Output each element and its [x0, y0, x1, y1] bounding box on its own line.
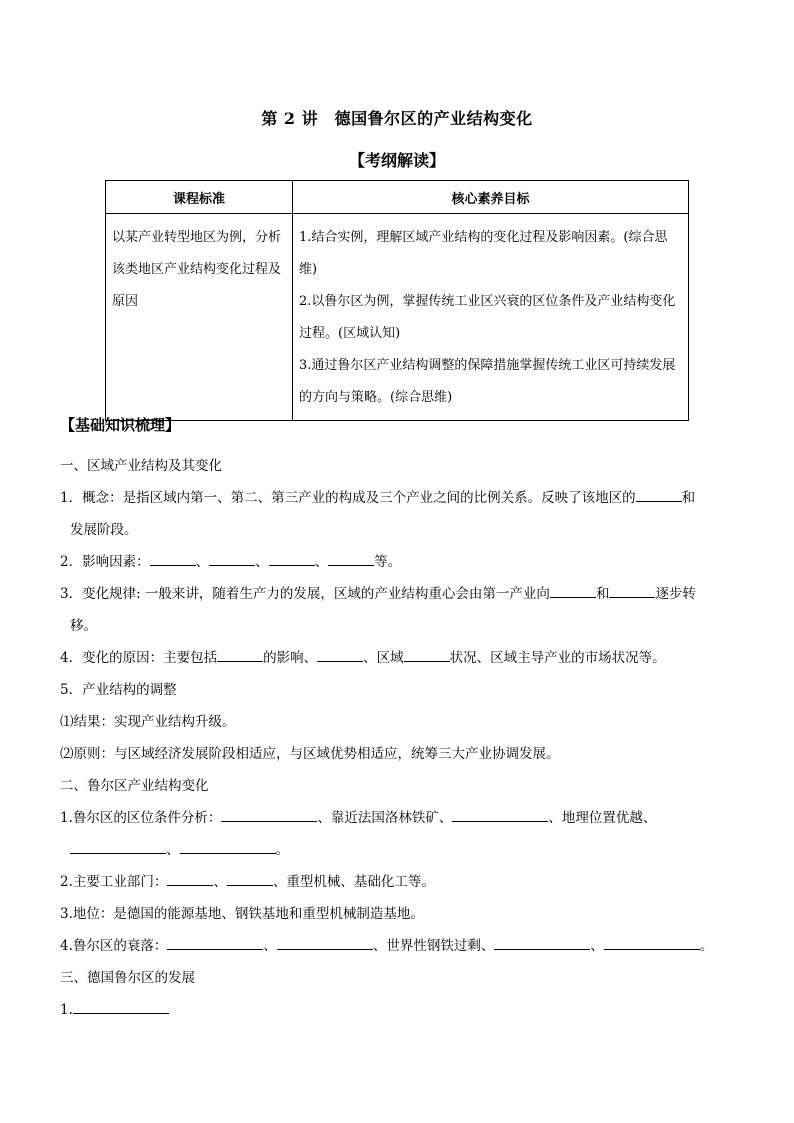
fill-blank[interactable]: [604, 933, 700, 950]
s2-item2: 2.主要工业部门： 、 、重型机械、基础化工等。: [60, 866, 730, 898]
table-row: [106, 214, 689, 421]
s2-item3: 3.地位：是德国的能源基地、钢铁基地和重型机械制造基地。: [60, 906, 424, 922]
section-1-title: 一、区域产业结构及其变化: [60, 458, 222, 474]
section-3-title: 三、德国鲁尔区的发展: [60, 970, 195, 986]
s1-item3-line2: 移。: [70, 618, 97, 634]
s1-item1-line2: 发展阶段。: [70, 522, 138, 538]
s1-item2: 2．影响因素： 、 、 、 等。: [60, 546, 730, 578]
fill-blank[interactable]: [452, 805, 548, 822]
s2-item4: 4.鲁尔区的衰落： 、 、世界性钢铁过剩、 、 。: [60, 930, 730, 962]
fill-blank[interactable]: [209, 549, 255, 566]
fill-blank[interactable]: [404, 645, 450, 662]
course-standard-cell: 以某产业转型地区为例，分析该类地区产业结构变化过程及原因: [106, 214, 293, 421]
fill-blank[interactable]: [167, 933, 263, 950]
s2-item1-line1: 1.鲁尔区的区位条件分析： 、靠近法国洛林铁矿、 、地理位置优越、: [60, 802, 730, 834]
fill-blank[interactable]: [494, 933, 590, 950]
page-title: 第 2 讲 德国鲁尔区的产业结构变化: [261, 109, 533, 128]
s2-item1-line2: 、 。: [60, 834, 730, 866]
fill-blank[interactable]: [317, 645, 363, 662]
header-course-standard: 课程标准: [106, 181, 293, 214]
fill-blank[interactable]: [73, 997, 169, 1014]
s1-item5-1: ⑴结果：实现产业结构升级。: [60, 714, 236, 730]
syllabus-table: [105, 180, 689, 421]
fill-blank[interactable]: [277, 933, 373, 950]
fill-blank[interactable]: [269, 549, 315, 566]
goal-2: 2.以鲁尔区为例，掌握传统工业区兴衰的区位条件及产业结构变化过程。(区域认知): [299, 294, 676, 341]
fill-blank[interactable]: [70, 837, 166, 854]
s1-item5-2: ⑵原则：与区域经济发展阶段相适应，与区域优势相适应，统筹三大产业协调发展。: [60, 746, 560, 762]
fill-blank[interactable]: [636, 485, 682, 502]
fill-blank[interactable]: [180, 837, 276, 854]
goal-3: 3.通过鲁尔区产业结构调整的保障措施掌握传统工业区可持续发展的方向与策略。(综合思维): [299, 358, 676, 405]
s1-item5: 5．产业结构的调整: [60, 682, 177, 698]
s1-item4: 4．变化的原因：主要包括 的影响、 、区域 状况、区域主导产业的市场状况等。: [60, 642, 730, 674]
outline-heading: 【考纲解读】: [348, 151, 445, 170]
fill-blank[interactable]: [550, 581, 596, 598]
fill-blank[interactable]: [221, 805, 317, 822]
fill-blank[interactable]: [227, 869, 273, 886]
goal-1: 1.结合实例，理解区域产业结构的变化过程及影响因素。(综合思维): [299, 230, 668, 277]
fill-blank[interactable]: [328, 549, 374, 566]
fill-blank[interactable]: [150, 549, 196, 566]
fill-blank[interactable]: [167, 869, 213, 886]
fill-blank[interactable]: [609, 581, 655, 598]
core-goals-cell: [293, 214, 689, 421]
header-core-goals: 核心素养目标: [293, 181, 689, 214]
s1-item1-line1: 1．概念：是指区域内第一、第二、第三产业的构成及三个产业之间的比例关系。反映了该地区的 和: [60, 482, 730, 514]
s3-item1: 1.: [60, 994, 730, 1026]
knowledge-heading: 【基础知识梳理】: [60, 416, 181, 434]
knowledge-body: [60, 410, 730, 1026]
table-header-row: [106, 181, 689, 214]
section-2-title: 二、鲁尔区产业结构变化: [60, 778, 209, 794]
s1-item3-line1: 3．变化规律: 一般来讲，随着生产力的发展，区域的产业结构重心会由第一产业向 和 逐步转: [60, 578, 730, 610]
fill-blank[interactable]: [217, 645, 263, 662]
